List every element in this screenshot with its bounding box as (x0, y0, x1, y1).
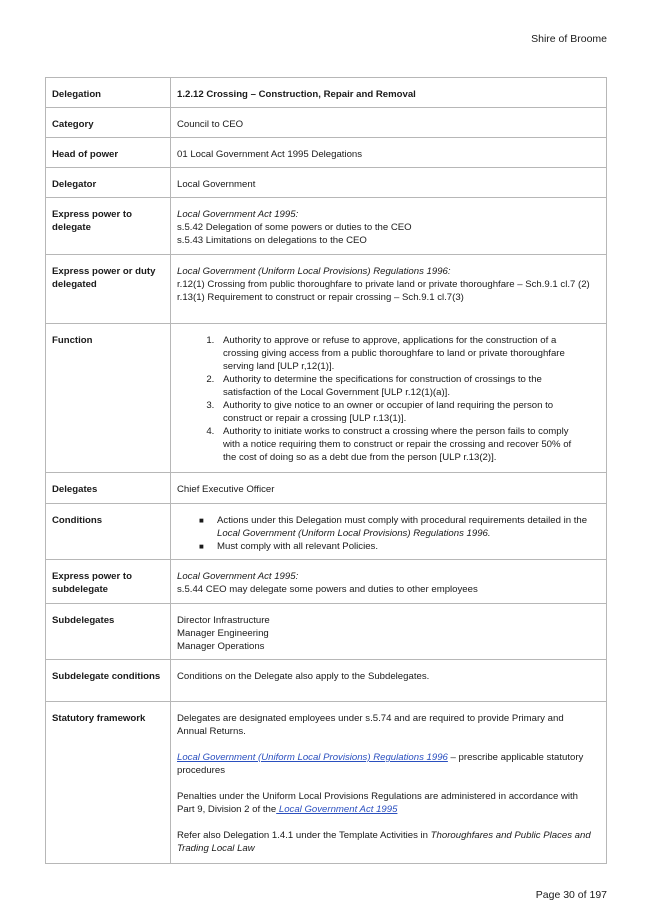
express-power-subdelegate-act: Local Government Act 1995: (177, 571, 299, 582)
row-function (46, 324, 607, 473)
label-category: Category (52, 119, 94, 130)
lg-act-link[interactable]: Local Government Act 1995 (276, 804, 398, 815)
head-of-power-value: 01 Local Government Act 1995 Delegations (177, 149, 363, 160)
row-delegation (46, 78, 607, 108)
express-power-delegate-line: s.5.43 Limitations on delegations to the CEO (177, 235, 367, 246)
bullet-icon: ■ (199, 542, 204, 551)
label-delegates: Delegates (52, 484, 98, 495)
statutory-paragraph: Local Government (Uniform Local Provisions) Regulations 1996 – prescribe applicable statutory procedures (177, 752, 584, 776)
label-express-power-delegated: Express power or duty delegated (52, 266, 156, 290)
category-value: Council to CEO (177, 119, 244, 130)
subdelegate-item: Manager Engineering (177, 628, 269, 639)
label-function: Function (52, 335, 93, 346)
conditions-list (177, 514, 588, 553)
row-conditions (46, 504, 607, 560)
function-list (177, 334, 584, 464)
label-delegator: Delegator (52, 179, 97, 190)
label-head-of-power: Head of power (52, 149, 119, 160)
express-power-delegated-line: r.12(1) Crossing from public thoroughfare to private land or private thoroughfare – Sch.9.1 cl.7 (2) (177, 279, 590, 290)
row-head-of-power (46, 138, 607, 168)
conditions-item: ■ Must comply with all relevant Policies. (199, 541, 379, 552)
function-item: 4. Authority to initiate works to construct a crossing where the person fails to comply with a notice requiring them to construct or repair the crossing and recover 50% of the cost of doing so as a debt due from the person [ULP r.13(2)]. (217, 425, 584, 464)
label-subdelegate-conditions: Subdelegate conditions (52, 671, 161, 682)
label-delegation: Delegation (52, 89, 102, 100)
row-delegator (46, 168, 607, 198)
subdelegate-item: Manager Operations (177, 641, 265, 652)
express-power-delegate-act: Local Government Act 1995: (177, 209, 299, 220)
row-express-power-subdelegate (46, 560, 607, 604)
function-item: 1. Authority to approve or refuse to approve, applications for the construction of a crossing giving access from a public thoroughfare to land or private thoroughfare serving land [ULP r,12(1)]. (217, 334, 584, 373)
function-item: 2. Authority to determine the specifications for construction of crossings to the satisfaction of the Local Government [ULP r.12(1)(a)]. (217, 373, 584, 399)
row-delegates (46, 473, 607, 504)
statutory-paragraph: Penalties under the Uniform Local Provisions Regulations are administered in accordance with Part 9, Division 2 of the Local Government Act 1995 (177, 791, 579, 815)
express-power-delegate-line: s.5.42 Delegation of some powers or duties to the CEO (177, 222, 412, 233)
express-power-delegated-line: r.13(1) Requirement to construct or repair crossing – Sch.9.1 cl.7(3) (177, 292, 464, 303)
bullet-icon: ■ (199, 516, 204, 525)
statutory-paragraph: Delegates are designated employees under s.5.74 and are required to provide Primary and Annual Returns. (177, 713, 564, 737)
row-category (46, 108, 607, 138)
row-subdelegate-conditions (46, 660, 607, 702)
document-header-org: Shire of Broome (531, 33, 607, 45)
label-subdelegates: Subdelegates (52, 615, 115, 626)
label-express-power-subdelegate: Express power to subdelegate (52, 571, 132, 595)
label-express-power-delegate: Express power to delegate (52, 209, 132, 233)
statutory-paragraph: Refer also Delegation 1.4.1 under the Template Activities in Thoroughfares and Public Places and Trading Local Law (177, 830, 591, 854)
delegator-value: Local Government (177, 179, 256, 190)
function-item: 3. Authority to give notice to an owner or occupier of land requiring the person to construct or repair a crossing [ULP r.13(1)]. (217, 399, 584, 425)
row-express-power-delegated (46, 255, 607, 324)
delegation-table (45, 77, 607, 864)
delegation-title: 1.2.12 Crossing – Construction, Repair and Removal (177, 89, 416, 100)
subdelegate-item: Director Infrastructure (177, 615, 270, 626)
express-power-subdelegate-line: s.5.44 CEO may delegate some powers and duties to other employees (177, 584, 478, 595)
subdelegate-conditions-value: Conditions on the Delegate also apply to the Subdelegates. (177, 671, 430, 682)
ulp-regulations-link[interactable]: Local Government (Uniform Local Provisions) Regulations 1996 (177, 752, 448, 763)
label-conditions: Conditions (52, 515, 103, 526)
page-number: Page 30 of 197 (535, 889, 607, 901)
row-statutory-framework (46, 702, 607, 864)
row-express-power-delegate (46, 198, 607, 255)
conditions-item: ■ Actions under this Delegation must comply with procedural requirements detailed in the Local Government (Uniform Local Provisions) Regulations 1996. (199, 515, 588, 539)
label-statutory-framework: Statutory framework (52, 713, 146, 724)
express-power-delegated-act: Local Government (Uniform Local Provisions) Regulations 1996: (177, 266, 451, 277)
row-subdelegates (46, 604, 607, 660)
delegates-value: Chief Executive Officer (177, 484, 275, 495)
